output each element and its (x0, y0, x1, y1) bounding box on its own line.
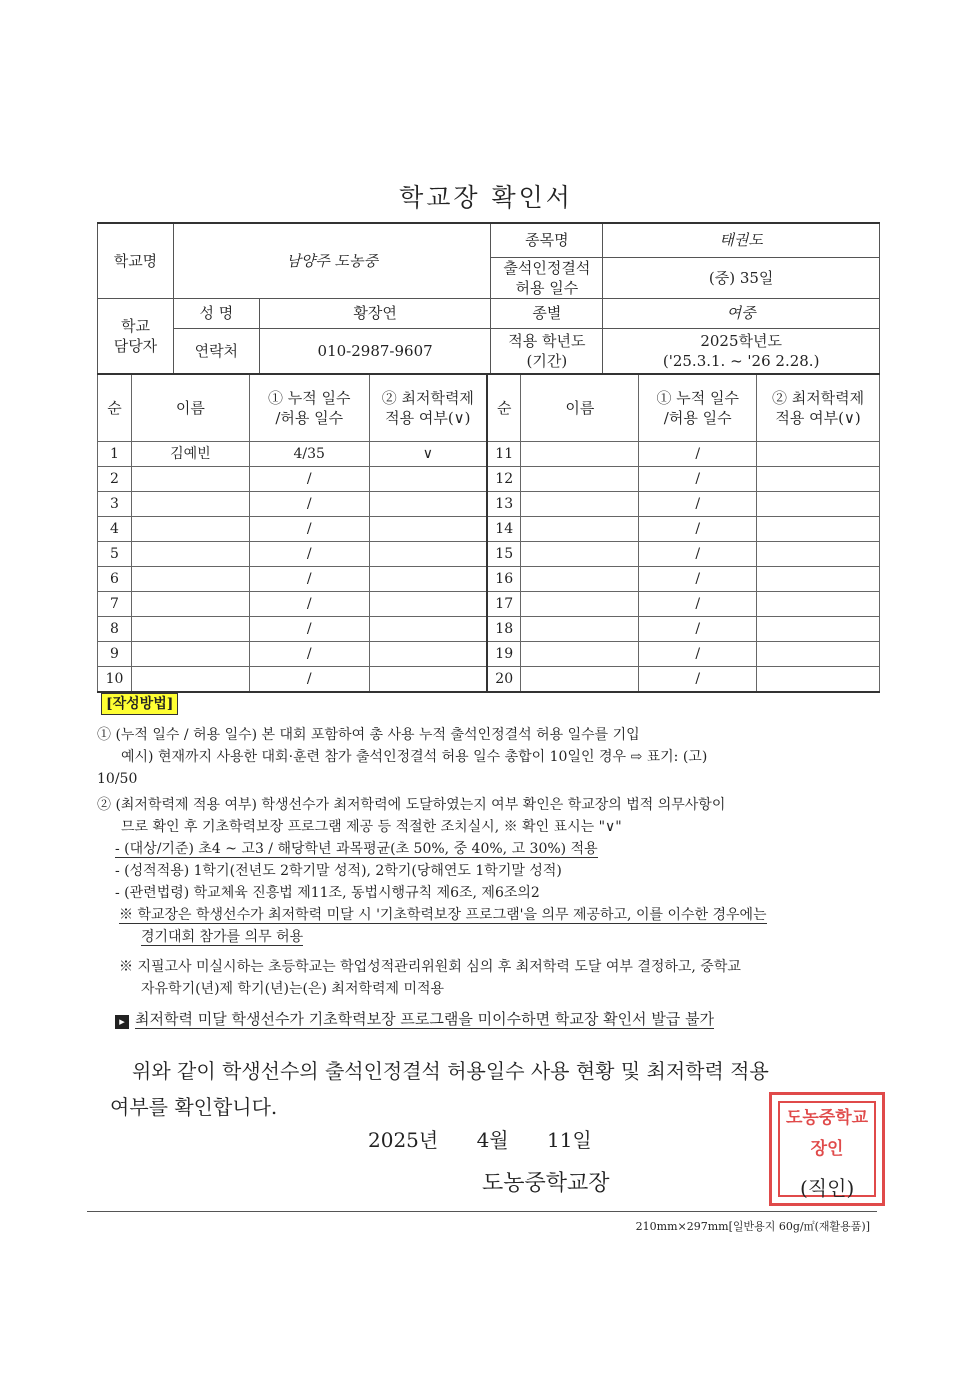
header-min (369, 374, 487, 442)
row-days: / (639, 542, 757, 567)
detail-target: - (대상/기준) 초4 ~ 고3 / 해당학년 과목평균(초 50%, 중 40%, 고 30%) 적용 (115, 841, 598, 857)
table-row (98, 617, 880, 642)
school-label: 학교명 (98, 223, 174, 298)
row-check (369, 617, 487, 642)
note1-line1: ① (누적 일수 / 허용 일수) 본 대회 포함하여 총 사용 누적 출석인정결석 허용 일수를 기입 (97, 727, 640, 743)
warning1-line1: ※ 학교장은 학생선수가 최저학력 미달 시 '기초학력보장 프로그램'을 의무 제공하고, 이를 이수한 경우에는 (119, 907, 767, 923)
row-no: 3 (98, 492, 132, 517)
row-name (521, 542, 639, 567)
row-check (757, 542, 880, 567)
row-check (369, 667, 487, 693)
contact-label-line2: 담당자 (113, 337, 158, 355)
year-label-line1: 적용 학년도 (508, 332, 586, 350)
info-table (97, 222, 880, 375)
table-row (98, 642, 880, 667)
seal-label: (직인) (800, 1176, 855, 1200)
row-check: ∨ (369, 442, 487, 467)
category-label: 종별 (491, 298, 603, 328)
row-check (757, 667, 880, 693)
header-name-right: 이름 (521, 374, 639, 442)
row-name (131, 517, 249, 542)
row-no: 10 (98, 667, 132, 693)
warning2-line2: 자유학기(년)제 학기(년)는(은) 최저학력제 미적용 (141, 981, 445, 997)
absence-label-line1: 출석인정결석 (503, 258, 591, 277)
year-value-line1: 2025학년도 (700, 332, 782, 350)
row-name (521, 617, 639, 642)
header-min-right-line2: 적용 여부(∨) (775, 409, 861, 427)
table-row (98, 567, 880, 592)
footer-divider (87, 1211, 877, 1212)
date-day: 11일 (546, 1128, 592, 1152)
note2-line1: ② (최저학력제 적용 여부) 학생선수가 최저학력에 도달하였는지 여부 확인은 학교장의 법적 의무사항이 (97, 797, 726, 813)
row-no: 16 (487, 567, 521, 592)
detail-law: - (관련법령) 학교체육 진흥법 제11조, 동법시행규칙 제6조, 제6조의2 (115, 885, 540, 901)
box-note: 최저학력 미달 학생선수가 기초학력보장 프로그램을 미이수하면 학교장 확인서 발급 불가 (135, 1010, 715, 1028)
row-no: 17 (487, 592, 521, 617)
row-no: 11 (487, 442, 521, 467)
row-check (757, 492, 880, 517)
note1-line3: 10/50 (97, 771, 138, 787)
row-name (521, 492, 639, 517)
row-days: / (639, 617, 757, 642)
row-name (521, 442, 639, 467)
row-days: / (639, 442, 757, 467)
row-no: 15 (487, 542, 521, 567)
checkbox-icon: ▸ (115, 1015, 129, 1029)
row-name (521, 567, 639, 592)
row-days: / (639, 492, 757, 517)
row-no: 5 (98, 542, 132, 567)
contact-label (98, 298, 174, 374)
row-check (757, 442, 880, 467)
header-min-right (757, 374, 880, 442)
row-days: / (249, 567, 369, 592)
year-value (603, 328, 880, 374)
row-days: / (249, 642, 369, 667)
date-year: 2025년 (368, 1128, 439, 1152)
header-min-line1: ② 최저학력제 (381, 389, 474, 407)
row-name (521, 667, 639, 693)
row-no: 7 (98, 592, 132, 617)
signer: 도농중학교장 (482, 1171, 610, 1196)
issue-date (368, 1124, 592, 1153)
row-check (757, 517, 880, 542)
confirm-line1: 위와 같이 학생선수의 출석인정결석 허용일수 사용 현황 및 최저학력 적용 (132, 1059, 769, 1083)
row-days: / (249, 592, 369, 617)
row-name (131, 592, 249, 617)
table-row (98, 442, 880, 467)
phone-label: 연락처 (173, 328, 259, 374)
sport-label: 종목명 (491, 223, 603, 257)
row-name (131, 667, 249, 693)
row-days: / (639, 592, 757, 617)
row-check (369, 542, 487, 567)
header-min-right-line1: ② 최저학력제 (771, 389, 865, 407)
row-check (757, 467, 880, 492)
row-no: 18 (487, 617, 521, 642)
note2-line2: 므로 확인 후 기초학력보장 프로그램 제공 등 적절한 조치실시, ※ 확인 표시는 "∨" (121, 819, 622, 835)
page-title: 학교장 확인서 (399, 183, 573, 212)
paper-spec: 210mm×297mm[일반용지 60g/㎡(재활용품)] (635, 1220, 870, 1233)
row-check (369, 492, 487, 517)
header-days-line1: ① 누적 일수 (267, 389, 351, 407)
row-check (757, 592, 880, 617)
row-days: / (639, 517, 757, 542)
row-no: 8 (98, 617, 132, 642)
note1-line2: 예시) 현재까지 사용한 대회·훈련 참가 출석인정결석 허용 일수 총합이 10일인 경우 ⇨ 표기: (고) (121, 749, 708, 765)
notes-section (97, 724, 887, 1030)
year-label-line2: (기간) (526, 352, 568, 370)
table-row (98, 667, 880, 693)
row-name (521, 592, 639, 617)
table-row (98, 592, 880, 617)
row-days: / (639, 667, 757, 693)
row-check (369, 517, 487, 542)
category-value: 여중 (603, 298, 880, 328)
row-name (521, 642, 639, 667)
table-row (98, 542, 880, 567)
row-no: 14 (487, 517, 521, 542)
absence-value: (중) 35일 (603, 257, 880, 298)
row-no: 1 (98, 442, 132, 467)
date-month: 4월 (476, 1128, 509, 1152)
table-row (98, 517, 880, 542)
row-check (369, 592, 487, 617)
row-name (521, 467, 639, 492)
detail-grades: - (성적적용) 1학기(전년도 2학기말 성적), 2학기(당해연도 1학기말 성적) (115, 863, 562, 879)
row-name (131, 542, 249, 567)
row-days: / (639, 642, 757, 667)
year-value-line2: ('25.3.1. ~ '26 2.28.) (662, 352, 820, 370)
row-check (757, 642, 880, 667)
header-min-line2: 적용 여부(∨) (385, 409, 471, 427)
confirm-line2: 여부를 확인합니다. (110, 1095, 278, 1119)
row-check (369, 642, 487, 667)
header-days-right-line2: /허용 일수 (663, 409, 732, 427)
warning1-line2: 경기대회 참가를 의무 허용 (141, 929, 304, 945)
row-no: 13 (487, 492, 521, 517)
contact-label-line1: 학교 (120, 317, 150, 335)
row-check (757, 617, 880, 642)
row-check (369, 567, 487, 592)
row-name: 김예빈 (131, 442, 249, 467)
row-name (131, 642, 249, 667)
table-row (98, 467, 880, 492)
notes-heading: [작성방법] (101, 693, 178, 715)
row-no: 2 (98, 467, 132, 492)
row-days: / (249, 617, 369, 642)
row-name (131, 492, 249, 517)
row-no: 6 (98, 567, 132, 592)
header-days-line2: /허용 일수 (275, 409, 344, 427)
row-name (521, 517, 639, 542)
name-value: 황장연 (259, 298, 491, 328)
school-value: 남양주 도농중 (173, 223, 491, 298)
row-days: / (639, 467, 757, 492)
row-days: / (249, 467, 369, 492)
header-days-right (639, 374, 757, 442)
phone-value: 010-2987-9607 (259, 328, 491, 374)
row-name (131, 467, 249, 492)
row-no: 19 (487, 642, 521, 667)
header-no: 순 (98, 374, 132, 442)
row-days: / (249, 542, 369, 567)
year-label (491, 328, 603, 374)
row-check (369, 467, 487, 492)
row-name (131, 617, 249, 642)
seal-text: 도농중학교장인 (778, 1101, 876, 1197)
absence-label (491, 257, 603, 298)
absence-label-line2: 허용 일수 (515, 278, 579, 297)
header-name: 이름 (131, 374, 249, 442)
row-check (757, 567, 880, 592)
sport-value: 태권도 (603, 223, 880, 257)
warning2-line1: ※ 지필고사 미실시하는 초등학교는 학업성적관리위원회 심의 후 최저학력 도달 여부 결정하고, 중학교 (119, 959, 741, 975)
roster-table (97, 373, 880, 693)
row-no: 4 (98, 517, 132, 542)
row-days: / (249, 492, 369, 517)
name-label: 성 명 (173, 298, 259, 328)
header-no-right: 순 (487, 374, 521, 442)
header-days (249, 374, 369, 442)
row-no: 12 (487, 467, 521, 492)
row-days: / (639, 567, 757, 592)
row-days: / (249, 667, 369, 693)
confirm-statement (110, 1053, 880, 1125)
row-days: / (249, 517, 369, 542)
row-days: 4/35 (249, 442, 369, 467)
row-no: 9 (98, 642, 132, 667)
row-no: 20 (487, 667, 521, 693)
row-name (131, 567, 249, 592)
header-days-right-line1: ① 누적 일수 (656, 389, 739, 407)
table-row (98, 492, 880, 517)
